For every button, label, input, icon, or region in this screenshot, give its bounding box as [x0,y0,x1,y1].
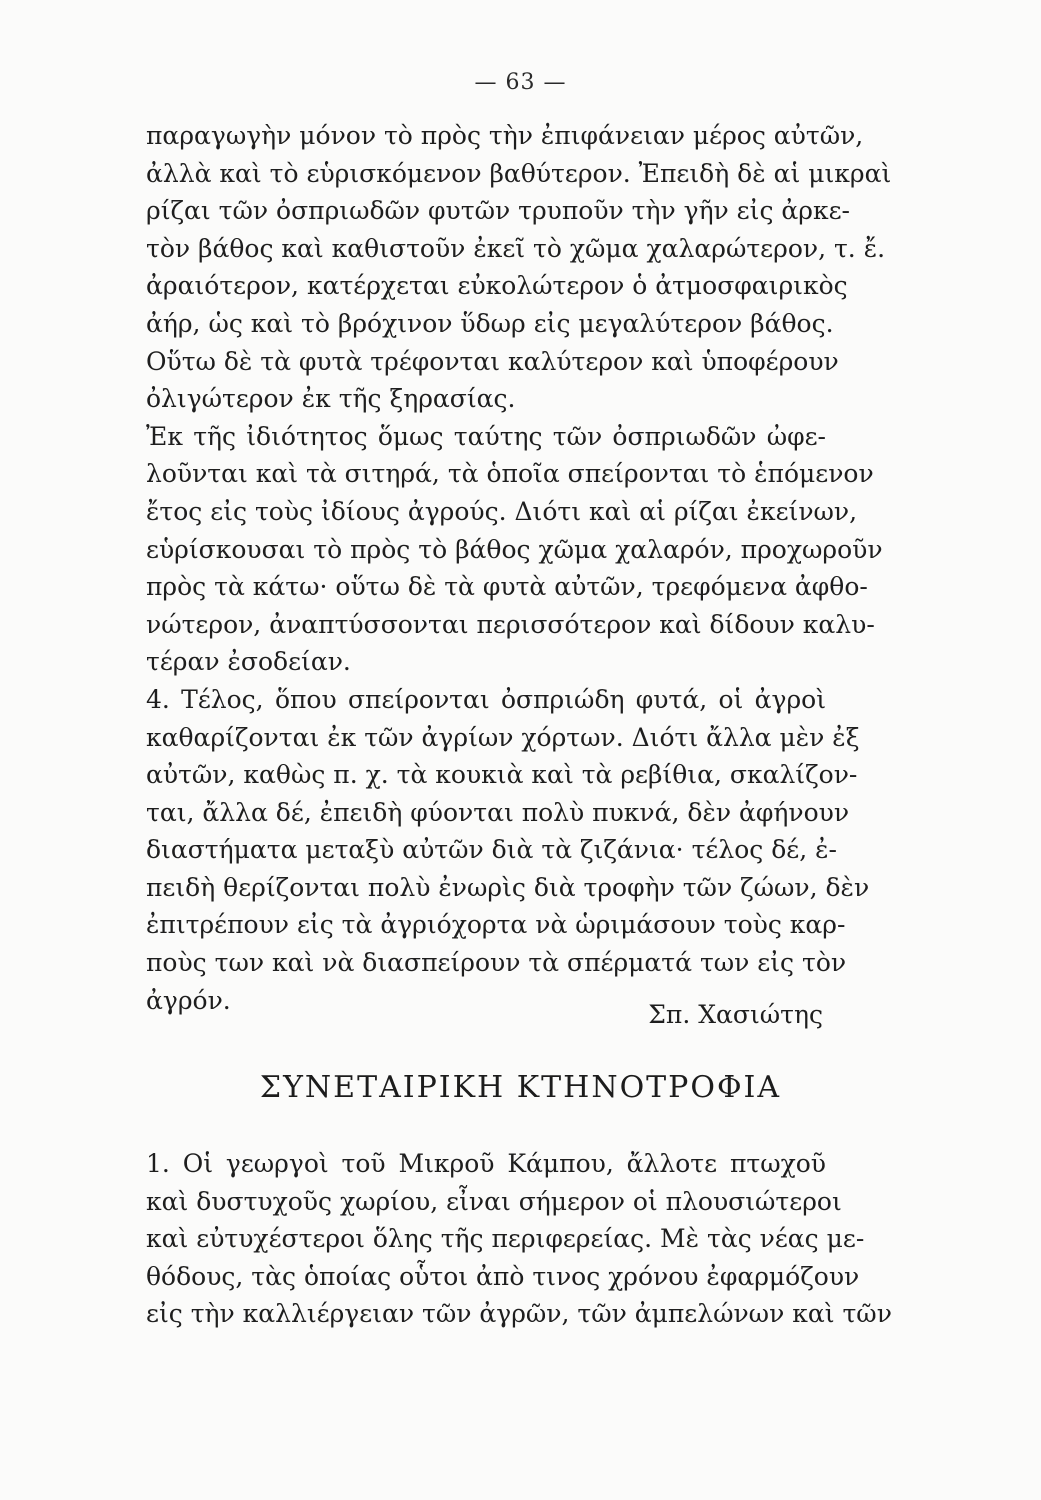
text-line: παραγωγὴν μόνον τὸ πρὸς τὴν ἐπιφάνειαν μέρος αὐτῶν, [146,121,864,150]
text-line: καὶ δυστυχοῦς χωρίου, εἶναι σήμερον οἱ πλουσιώτεροι [146,1186,842,1216]
text-line: διαστήματα μεταξὺ αὐτῶν διὰ τὰ ζιζάνια· τέλος δέ, ἐ- [146,835,837,865]
page-number: — 63 — [474,70,567,95]
text-line: θόδους, τὰς ὁποίας οὗτοι ἀπὸ τινος χρόνου ἐφαρμόζουν [146,1261,860,1291]
section-heading: ΣΥΝΕΤΑΙΡΙΚΗ ΚΤΗΝΟΤΡΟΦΙΑ [259,1070,782,1105]
text-line: ποὺς των καὶ νὰ διασπείρουν τὰ σπέρματά των εἰς τὸν [146,948,847,978]
text-line: πρὸς τὰ κάτω· οὕτω δὲ τὰ φυτὰ αὐτῶν, τρεφόμενα ἀφθο- [146,572,868,602]
text-line: αὐτῶν, καθὼς π. χ. τὰ κουκιὰ καὶ τὰ ρεβίθια, σκαλίζον- [146,760,858,790]
text-line: νώτερον, ἀναπτύσσονται περισσότερον καὶ δίδουν καλυ- [146,609,875,639]
text-line: 1. Οἱ γεωργοὶ τοῦ Μικροῦ Κάμπου, ἄλλοτε πτωχοῦ [146,1149,826,1178]
text-line: ἀραιότερον, κατέρχεται εὐκολώτερον ὁ ἀτμοσφαιρικὸς [146,271,848,301]
text-line: λοῦνται καὶ τὰ σιτηρά, τὰ ὁποῖα σπείρονται τὸ ἑπόμενον [146,459,874,489]
text-line: ὀλιγώτερον ἐκ τῆς ξηρασίας. [146,384,516,414]
text-line: ἔτος εἰς τοὺς ἰδίους ἀγρούς. Διότι καὶ αἱ ρίζαι ἐκείνων, [146,496,858,526]
text-line: τὸν βάθος καὶ καθιστοῦν ἐκεῖ τὸ χῶμα χαλαρώτερον, τ. ἔ. [146,233,886,263]
text-line: Ἐκ τῆς ἰδιότητος ὅμως ταύτης τῶν ὀσπριωδῶν ὠφε- [146,421,826,451]
text-line: ρίζαι τῶν ὀσπριωδῶν φυτῶν τρυποῦν τὴν γῆν εἰς ἀρκε- [146,196,850,226]
text-line: καὶ εὐτυχέστεροι ὅλης τῆς περιφερείας. Μὲ τὰς νέας με- [146,1224,865,1254]
text-line: εἰς τὴν καλλιέργειαν τῶν ἀγρῶν, τῶν ἀμπελώνων καὶ τῶν [146,1299,892,1329]
author-signature: Σπ. Χασιώτης [648,1000,823,1029]
text-line: καθαρίζονται ἐκ τῶν ἀγρίων χόρτων. Διότι ἄλλα μὲν ἐξ [146,722,860,752]
text-line: 4. Τέλος, ὅπου σπείρονται ὀσπριώδη φυτά, οἱ ἀγροὶ [146,684,826,714]
text-line: Οὕτω δὲ τὰ φυτὰ τρέφονται καλύτερον καὶ ὑποφέρουν [146,346,839,376]
text-line: ἀλλὰ καὶ τὸ εὑρισκόμενον βαθύτερον. Ἐπειδὴ δὲ αἱ μικραὶ [146,158,892,188]
text-line: ἀήρ, ὡς καὶ τὸ βρόχινον ὕδωρ εἰς μεγαλύτερον βάθος. [146,308,834,338]
text-line: πειδὴ θερίζονται πολὺ ἐνωρὶς διὰ τροφὴν τῶν ζώων, δὲν [146,872,870,902]
body-text-section-2 [146,1145,892,1333]
body-text-section-1 [146,117,892,1019]
text-line: τέραν ἐσοδείαν. [146,647,351,677]
text-line: ἐπιτρέπουν εἰς τὰ ἀγριόχορτα νὰ ὡριμάσουν τοὺς καρ- [146,910,846,940]
text-line: εὑρίσκουσαι τὸ πρὸς τὸ βάθος χῶμα χαλαρόν, προχωροῦν [146,534,883,564]
text-line: ται, ἄλλα δέ, ἐπειδὴ φύονται πολὺ πυκνά, δὲν ἀφήνουν [146,797,850,827]
text-line: ἀγρόν. [146,985,231,1015]
